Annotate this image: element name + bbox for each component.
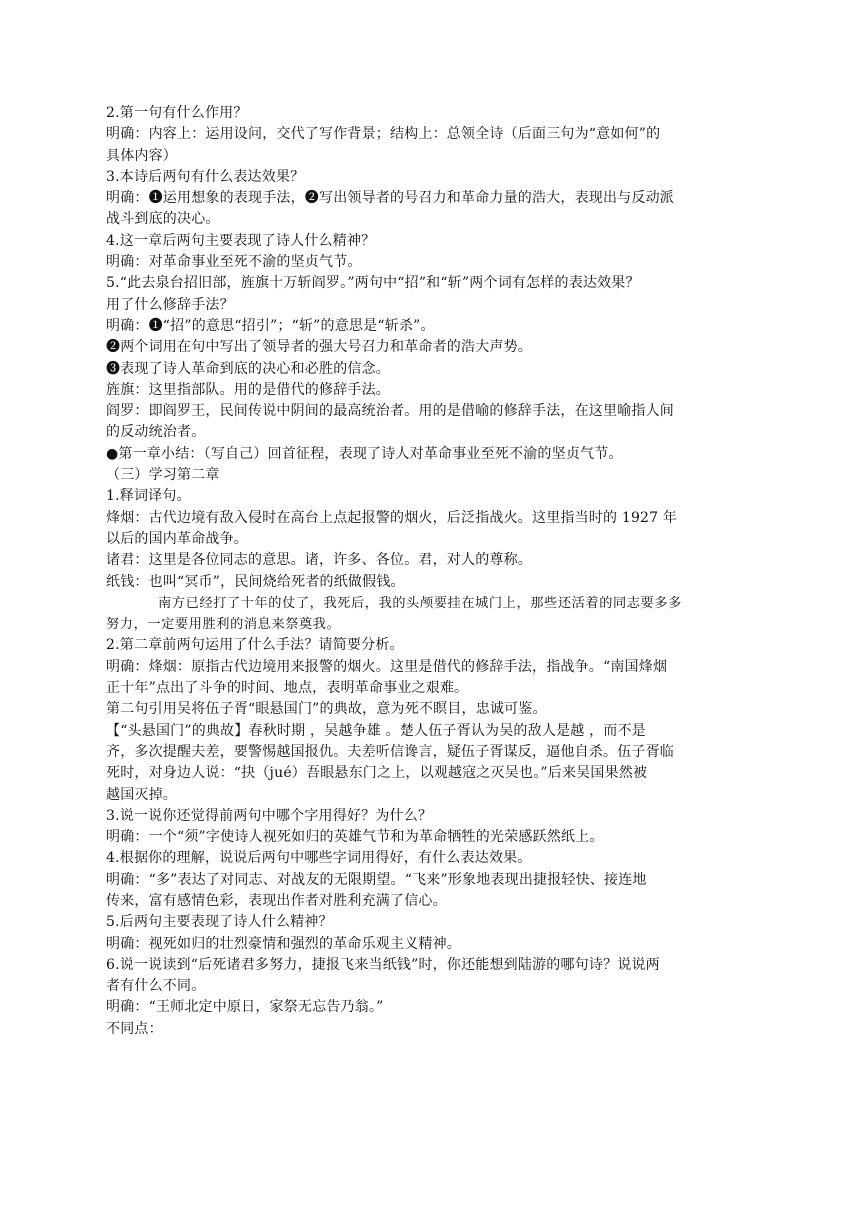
answer-line: 明确：❶“招”的意思“招引”；“斩”的意思是“斩杀”。 — [106, 317, 435, 334]
term-jingqi: 旌旗：这里指部队。用的是借代的修辞手法。 — [106, 381, 390, 398]
answer-line: 明确：一个“须”字使诗人视死如归的英雄气节和为革命牺牲的光荣感跃然纸上。 — [106, 829, 604, 846]
question-3b: 3.说一说你还觉得前两句中哪个字用得好？为什么？ — [106, 807, 433, 824]
term-yanluo: 阎罗：即阎罗王，民间传说中阴间的最高统治者。用的是借喻的修辞手法，在这里喻指人间 — [106, 403, 674, 420]
answer-line: 战斗到底的决心。 — [106, 211, 220, 228]
term-yanluo-cont: 的反动统治者。 — [106, 424, 206, 441]
question-4b: 4.根据你的理解，说说后两句中哪些字词用得好，有什么表达效果。 — [106, 850, 532, 867]
allusion-line: 死时，对身边人说：“抉（jué）吾眼悬东门之上，以观越寇之灭吴也。”后来吴国果然被 — [106, 765, 648, 782]
answer-line: 具体内容） — [106, 147, 177, 164]
allusion-line: 齐，多次提醒夫差，要警惕越国报仇。夫差听信谗言，疑伍子胥谋反，逼他自杀。伍子胥临 — [106, 743, 674, 760]
answer-line: 明确：烽烟：原指古代边境用来报警的烟火。这里是借代的修辞手法，指战争。“南国烽烟 — [106, 658, 668, 675]
question-6b: 6.说一说读到“后死诸君多努力，捷报飞来当纸钱”时，你还能想到陆游的哪句诗？说说两 — [106, 956, 660, 973]
question-2b: 2.第二章前两句运用了什么手法？请简要分析。 — [106, 637, 404, 654]
answer-line: 明确：“多”表达了对同志、对战友的无限期望。“飞来”形象地表现出捷报轻快、接连地 — [106, 871, 647, 888]
question-3: 3.本诗后两句有什么表达效果？ — [106, 168, 305, 185]
differences-label: 不同点： — [106, 1020, 163, 1037]
answer-line: 明确：视死如归的壮烈豪情和强烈的革命乐观主义精神。 — [106, 935, 461, 952]
question-5: 5.“此去泉台招旧部，旌旗十万斩阎罗。”两句中“招”和“斩”两个词有怎样的表达效果？ — [106, 275, 640, 292]
document-page — [106, 103, 742, 1040]
question-2: 2.第一句有什么作用？ — [106, 105, 248, 121]
question-4: 4.这一章后两句主要表现了诗人什么精神？ — [106, 232, 376, 249]
answer-line: 传来，富有感情色彩，表现出作者对胜利充满了信心。 — [106, 892, 447, 909]
chapter-1-summary: ●第一章小结：（写自己）回首征程，表现了诗人对革命事业至死不渝的坚贞气节。 — [106, 445, 623, 462]
subheading-explain: 1.释词译句。 — [106, 488, 191, 505]
answer-line: 明确：对革命事业至死不渝的坚贞气节。 — [106, 254, 362, 271]
translation-line: 南方已经打了十年的仗了，我死后，我的头颅要挂在城门上，那些还活着的同志要多多 — [158, 595, 682, 611]
term-zhujun: 诸君：这里是各位同志的意思。诸，许多、各位。君，对人的尊称。 — [106, 552, 532, 569]
answer-line: ❷两个词用在句中写出了领导者的强大号召力和革命者的浩大声势。 — [106, 339, 532, 356]
answer-line: 明确：“王师北定中原日，家祭无忘告乃翁。” — [106, 999, 384, 1016]
allusion-line: 越国灭掉。 — [106, 786, 177, 803]
question-5b: 5.后两句主要表现了诗人什么精神？ — [106, 914, 333, 931]
answer-line: 明确：❶运用想象的表现手法，❷写出领导者的号召力和革命力量的浩大，表现出与反动派 — [106, 190, 674, 207]
answer-line: 正十年”点出了斗争的时间、地点，表明革命事业之艰难。 — [106, 680, 469, 697]
question-6b-cont: 者有什么不同。 — [106, 978, 206, 995]
question-5-cont: 用了什么修辞手法？ — [106, 296, 234, 313]
answer-line: 明确：内容上：运用设问，交代了写作背景；结构上：总领全诗（后面三句为“意如何”的 — [106, 126, 661, 143]
answer-line: 第二句引用吴将伍子胥“眼悬国门”的典故，意为死不瞑目，忠诚可鉴。 — [106, 701, 547, 718]
translation-line: 努力，一定要用胜利的消息来祭奠我。 — [106, 617, 341, 633]
section-heading: （三）学习第二章 — [106, 467, 220, 484]
term-fengyan: 烽烟：古代边境有敌入侵时在高台上点起报警的烟火，后泛指战火。这里指当时的 1927 年 — [106, 509, 678, 526]
answer-line: ❸表现了诗人革命到底的决心和必胜的信念。 — [106, 360, 390, 377]
term-fengyan-cont: 以后的国内革命战争。 — [106, 530, 248, 547]
allusion-line: 【“头悬国门”的典故】春秋时期 ，吴越争雄 。楚人伍子胥认为吴的敌人是越 ，而不是 — [106, 722, 646, 739]
term-zhiqian: 纸钱：也叫“冥币”，民间烧给死者的纸做假钱。 — [106, 573, 405, 590]
